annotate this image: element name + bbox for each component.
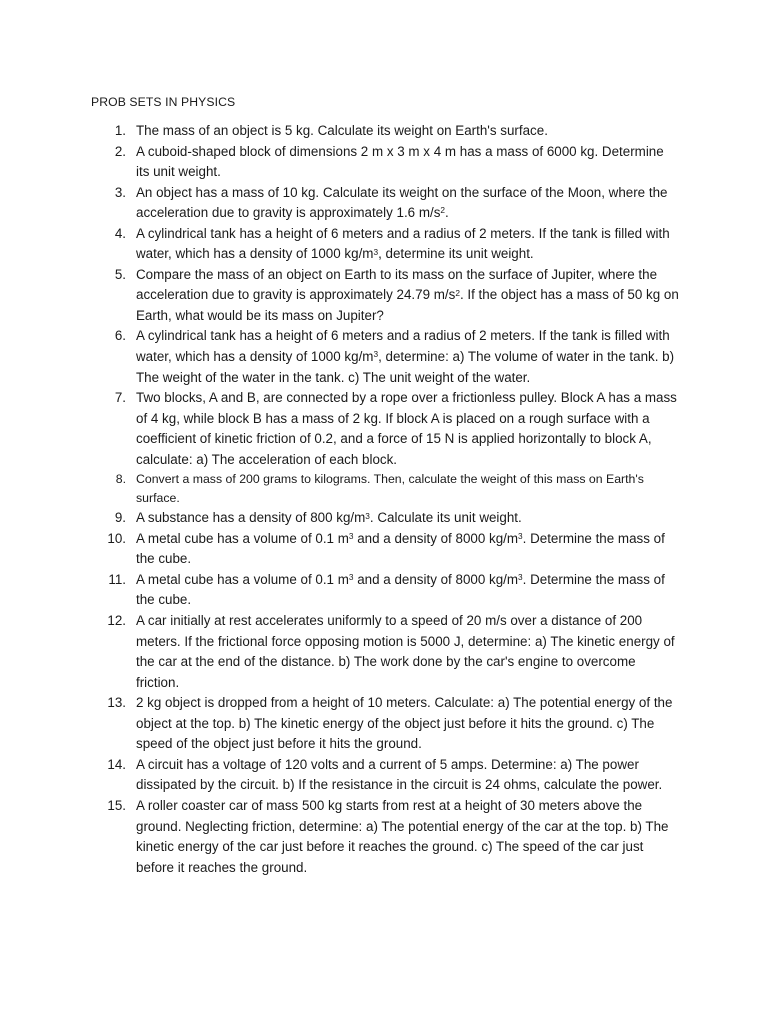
document-title: PROB SETS IN PHYSICS	[91, 95, 236, 109]
problem-text-segment: .	[445, 205, 449, 221]
superscript-exponent: 3	[518, 572, 523, 583]
superscript-exponent: 3	[348, 531, 354, 542]
problem-number: 7.	[114, 390, 126, 406]
problem-text-segment: A cylindrical tank has a height of 6 meters and a radius of 2 meters. If the tank is filled with water, which has a density of 1000 kg/m	[136, 328, 670, 365]
problem-item	[0, 529, 680, 570]
problem-item	[0, 611, 680, 693]
problem-text	[136, 529, 680, 570]
problem-item	[0, 388, 680, 470]
problem-text-segment: . Determine the mass of the cube.	[136, 530, 665, 567]
problem-text	[136, 121, 680, 142]
superscript-exponent: 3	[365, 510, 370, 521]
problem-item	[0, 183, 680, 224]
problem-text	[136, 508, 680, 529]
problem-number: 14.	[107, 756, 126, 772]
problem-text-segment: and a density of 8000 kg/m	[353, 530, 519, 546]
superscript-exponent: 3	[373, 349, 379, 360]
problem-number: 8.	[115, 472, 126, 487]
problem-number: 3.	[114, 184, 126, 200]
problem-number: 13.	[107, 695, 126, 711]
problem-text	[136, 326, 680, 388]
problem-text	[136, 755, 680, 796]
problem-text-segment: , determine its unit weight.	[378, 246, 534, 262]
problem-text	[136, 142, 680, 183]
problem-number: 12.	[107, 613, 126, 629]
superscript-exponent: 2	[455, 287, 460, 298]
problem-text-segment: 2 kg object is dropped from a height of 10 meters. Calculate: a) The potential energy of the object at the top. b) The kinetic energy of the object just before it hits the ground. c) The speed of the object just before it hits the ground.	[136, 695, 673, 752]
problem-number: 1.	[114, 123, 126, 138]
problem-number: 5.	[114, 266, 126, 282]
problem-item	[0, 326, 680, 388]
problem-text-segment: . If the object has a mass of 50 kg on Earth, what would be its mass on Jupiter?	[136, 287, 679, 323]
problem-item	[0, 570, 680, 611]
problem-text	[136, 796, 680, 878]
problem-text-segment: An object has a mass of 10 kg. Calculate its weight on the surface of the Moon, where the acceleration due to gravity is approximately 1.6 m/s	[136, 184, 668, 221]
problem-text	[136, 693, 680, 755]
problem-number: 9.	[114, 510, 126, 526]
problem-item	[0, 121, 680, 142]
problem-text-segment: Two blocks, A and B, are connected by a rope over a frictionless pulley. Block A has a mass of 4 kg, while block B has a mass of 2 kg. If block A is placed on a rough surface with a coefficient of kinetic friction of 0.2, and a force of 15 N is applied horizontally to block A, calculate: a) The acceleration of each block.	[136, 390, 677, 467]
superscript-exponent: 3	[373, 246, 379, 257]
problem-text-segment: The mass of an object is 5 kg. Calculate its weight on Earth's surface.	[136, 123, 548, 138]
problem-number: 15.	[107, 797, 126, 813]
problem-list	[0, 121, 768, 878]
problem-item	[0, 470, 680, 508]
problem-item	[0, 755, 680, 796]
problem-text-segment: A metal cube has a volume of 0.1 m	[136, 571, 349, 587]
problem-text-segment: Convert a mass of 200 grams to kilograms. Then, calculate the weight of this mass on Earth's surface.	[136, 472, 644, 506]
problem-item	[0, 224, 680, 265]
problem-number: 6.	[114, 328, 126, 344]
problem-number: 11.	[108, 571, 126, 587]
problem-text-segment: Compare the mass of an object on Earth to its mass on the surface of Jupiter, where the acceleration due to gravity is approximately 24.79 m/s	[136, 266, 658, 303]
problem-text-segment: . Determine the mass of the cube.	[136, 571, 665, 608]
problem-text-segment: A substance has a density of 800 kg/m	[136, 510, 366, 526]
problem-text	[136, 265, 680, 327]
problem-item	[0, 796, 680, 878]
problem-text	[136, 388, 680, 470]
problem-text-segment: A roller coaster car of mass 500 kg starts from rest at a height of 30 meters above the ground. Neglecting friction, determine: a) The potential energy of the car at the top. b) The kinetic energy of the car just before it reaches the ground. c) The speed of the car just before it reaches the ground.	[136, 797, 669, 875]
problem-text-segment: A cylindrical tank has a height of 6 meters and a radius of 2 meters. If the tank is filled with water, which has a density of 1000 kg/m	[136, 225, 670, 262]
problem-text	[136, 611, 680, 693]
problem-text	[136, 570, 680, 611]
problem-text	[136, 224, 680, 265]
problem-number: 4.	[114, 225, 126, 241]
problem-text-segment: A cuboid-shaped block of dimensions 2 m x 3 m x 4 m has a mass of 6000 kg. Determine its unit weight.	[136, 143, 664, 180]
problem-text-segment: and a density of 8000 kg/m	[353, 571, 519, 587]
problem-number: 10.	[107, 530, 126, 546]
superscript-exponent: 3	[518, 531, 523, 542]
problem-text	[136, 183, 680, 224]
problem-text-segment: , determine: a) The volume of water in the tank. b) The weight of the water in the tank. c) The unit weight of the water.	[136, 349, 675, 385]
problem-number: 2.	[114, 143, 126, 159]
problem-text-segment: . Calculate its unit weight.	[369, 510, 522, 526]
problem-item	[0, 508, 680, 529]
problem-text	[136, 470, 680, 508]
problem-text-segment: A circuit has a voltage of 120 volts and a current of 5 amps. Determine: a) The power dissipated by the circuit. b) If the resistance in the circuit is 24 ohms, calculate the power.	[136, 756, 663, 793]
superscript-exponent: 2	[440, 205, 446, 216]
problem-item	[0, 693, 680, 755]
problem-text-segment: A car initially at rest accelerates uniformly to a speed of 20 m/s over a distance of 200 meters. If the frictional force opposing motion is 5000 J, determine: a) The kinetic energy of the car at the end of the distance. b) The work done by the car's engine to overcome friction.	[136, 613, 675, 690]
problem-text-segment: A metal cube has a volume of 0.1 m	[136, 530, 349, 546]
problem-item	[0, 142, 680, 183]
problem-item	[0, 265, 680, 327]
superscript-exponent: 3	[348, 572, 354, 583]
